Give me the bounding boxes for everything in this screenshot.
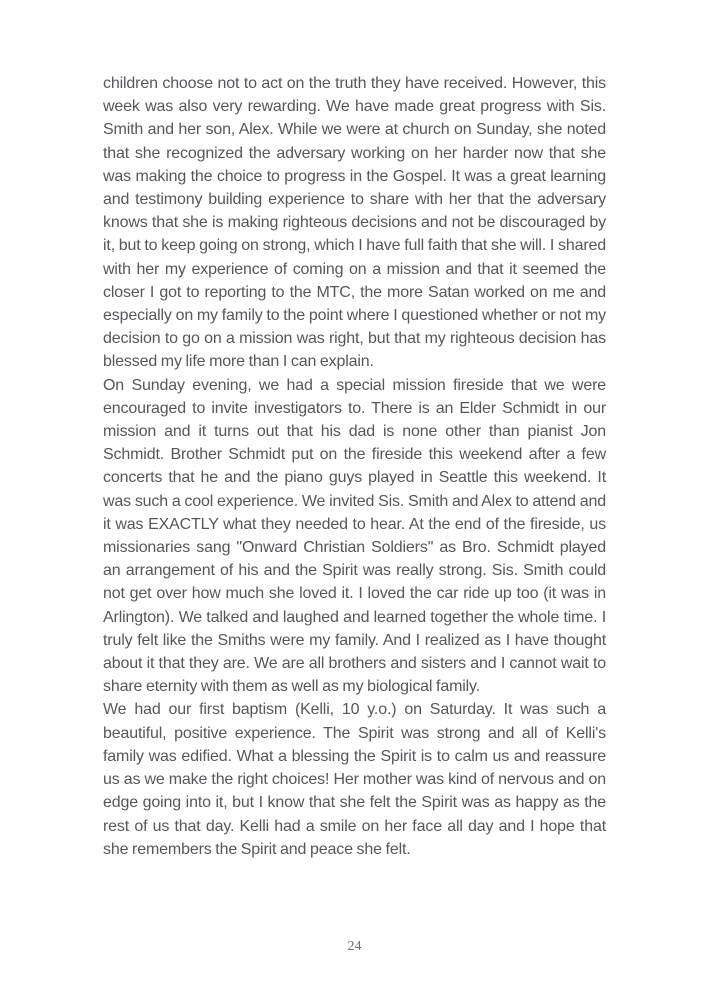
page-number: 24 <box>347 939 362 954</box>
body-paragraph-2: On Sunday evening, we had a special mission fireside that we were encouraged to invite investigators to. There is an Elder Schmidt in our mission and it turns out that his dad is none other than pianist Jon Schmidt. Brother Schmidt put on the fireside this weekend after a few concerts that he and the piano guys played in Seattle this weekend. It was such a cool experience. We invited Sis. Smith and Alex to attend and it was EXACTLY what they needed to hear. At the end of the fireside, us missionaries sang "Onward Christian Soldiers" as Bro. Schmidt played an arrangement of his and the Spirit was really strong. Sis. Smith could not get over how much she loved it. I loved the car ride up too (it was in Arlington). We talked and laughed and learned together the whole time. I truly felt like the Smiths were my family. And I realized as I have thought about it that they are. We are all brothers and sisters and I cannot wait to share eternity with them as well as my biological family. <box>103 376 606 696</box>
body-paragraph-3: We had our first baptism (Kelli, 10 y.o.) on Saturday. It was such a beautiful, positive experience. The Spirit was strong and all of Kelli's family was edified. What a blessing the Spirit is to calm us and reassure us as we make the right choices! Her mother was kind of nervous and on edge going into it, but I know that she felt the Spirit was as happy as the rest of us that day. Kelli had a smile on her face all day and I hope that she remembers the Spirit and peace she felt. <box>103 701 606 858</box>
body-paragraph-1: children choose not to act on the truth they have received. However, this week was also very rewarding. We have made great progress with Sis. Smith and her son, Alex. While we were at church on Sunday, she noted that she recognized the adversary working on her harder now that she was making the choice to progress in the Gospel. It was a great learning and testimony building experience to share with her that the adversary knows that she is making righteous decisions and not be discouraged by it, but to keep going on strong, which I have full faith that she will. I shared with her my experience of coming on a mission and that it seemed the closer I got to reporting to the MTC, the more Satan worked on me and especially on my family to the point where I questioned whether or not my decision to go on a mission was right, but that my righteous decision has blessed my life more than I can explain. <box>103 75 606 371</box>
page-footer <box>0 937 709 955</box>
page-body-text <box>103 72 606 861</box>
